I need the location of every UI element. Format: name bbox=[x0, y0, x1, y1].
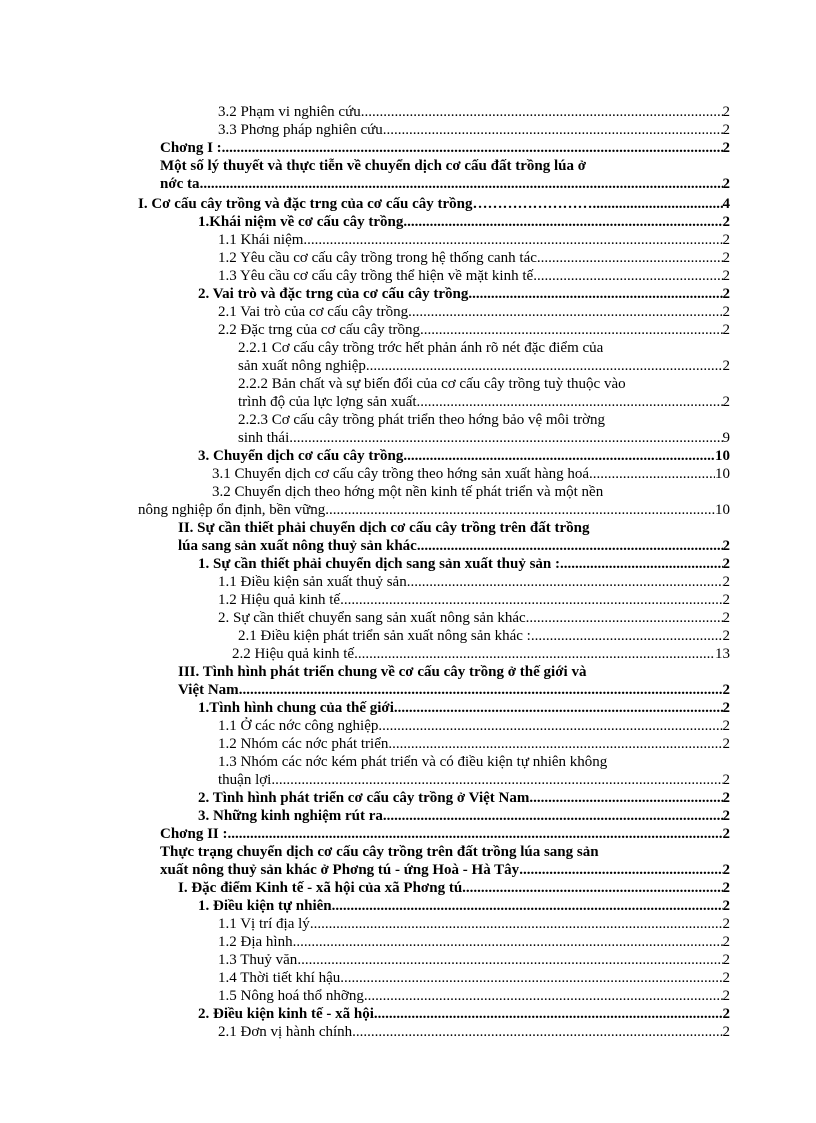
toc-page-number: 2 bbox=[722, 286, 730, 302]
toc-page-number: 2 bbox=[722, 556, 730, 572]
toc-entry-title: 3.1 Chuyển dịch cơ cấu cây trồng theo hớng sản xuất hàng hoá bbox=[212, 466, 590, 482]
toc-page-number: 2 bbox=[722, 628, 730, 644]
toc-entry-title: 2.2 Hiệu quả kinh tế bbox=[232, 646, 355, 662]
toc-entry-title-continued: sản xuất nông nghiệp bbox=[238, 358, 366, 374]
toc-leader-dots bbox=[417, 537, 723, 555]
toc-entry[interactable] bbox=[218, 573, 730, 591]
toc-leader-dots bbox=[388, 735, 722, 753]
toc-entry-title: 1. Điều kiện tự nhiên bbox=[198, 898, 332, 914]
toc-entry-title: Chơng II : bbox=[160, 826, 228, 842]
toc-page-number: 10 bbox=[715, 448, 730, 464]
toc-leader-dots bbox=[403, 213, 722, 231]
toc-entry-title: 2.2.3 Cơ cấu cây trồng phát triển theo hớng bảo vệ môi trờng bbox=[238, 412, 606, 428]
toc-entry-title: 2. Sự cần thiết chuyển sang sản xuất nông sản khác bbox=[218, 610, 526, 626]
toc-leader-dots bbox=[293, 933, 723, 951]
toc-leader-dots bbox=[526, 609, 723, 627]
toc-entry-title: 2. Điều kiện kinh tế - xã hội bbox=[198, 1006, 374, 1022]
toc-leader-dots bbox=[462, 879, 722, 897]
toc-entry[interactable] bbox=[212, 465, 730, 483]
toc-leader-dots bbox=[374, 1005, 723, 1023]
toc-entry[interactable] bbox=[218, 969, 730, 987]
toc-leader-dots bbox=[417, 393, 723, 411]
toc-page-number: 2 bbox=[722, 898, 730, 914]
toc-entry-title: 1.2 Yêu cầu cơ cấu cây trồng trong hệ thống canh tác bbox=[218, 250, 537, 266]
toc-leader-dots bbox=[537, 249, 723, 267]
toc-leader-dots bbox=[366, 357, 723, 375]
toc-page-number: 2 bbox=[722, 862, 730, 878]
toc-leader-dots bbox=[354, 645, 715, 663]
toc-leader-dots bbox=[589, 465, 715, 483]
toc-entry-title: 2.2.1 Cơ cấu cây trồng trớc hết phản ánh rõ nét đặc điểm của bbox=[238, 340, 604, 356]
toc-page-number: 2 bbox=[722, 214, 730, 230]
toc-page-number: 2 bbox=[722, 104, 730, 120]
toc-page-number: 9 bbox=[722, 430, 730, 446]
toc-entry[interactable] bbox=[218, 951, 730, 969]
toc-page-number: 2 bbox=[722, 952, 730, 968]
toc-leader-dots bbox=[407, 573, 723, 591]
toc-entry[interactable] bbox=[218, 231, 730, 249]
toc-page-number: 10 bbox=[715, 502, 730, 518]
toc-entry-title: 2.1 Điều kiện phát triển sản xuất nông sản khác : bbox=[238, 628, 531, 644]
toc-entry[interactable] bbox=[138, 195, 730, 213]
toc-entry[interactable] bbox=[198, 789, 730, 807]
toc-entry[interactable] bbox=[218, 249, 730, 267]
toc-entry-title: II. Sự cần thiết phải chuyển dịch cơ cấu cây trồng trên đất trồng bbox=[178, 520, 590, 536]
toc-page-number: 2 bbox=[722, 808, 730, 824]
toc-entry[interactable] bbox=[160, 139, 730, 157]
toc-entry-title-continued: xuất nông thuỷ sản khác ở Phơng tú - ứng Hoà - Hà Tây bbox=[160, 862, 520, 878]
toc-entry-title: 1.1 Ở các nớc công nghiệp bbox=[218, 718, 379, 734]
toc-leader-dots bbox=[408, 303, 722, 321]
toc-entry-title: Chơng I : bbox=[160, 140, 222, 156]
toc-page-number: 2 bbox=[722, 322, 730, 338]
toc-page-number: 2 bbox=[722, 880, 730, 896]
toc-leader-dots bbox=[310, 915, 723, 933]
toc-page-number: 2 bbox=[722, 268, 730, 284]
toc-page-number: 2 bbox=[722, 934, 730, 950]
toc-page-number: 2 bbox=[722, 790, 730, 806]
toc-entry[interactable] bbox=[238, 375, 730, 411]
toc-entry[interactable] bbox=[198, 897, 730, 915]
toc-entry-title: 1.1 Điều kiện sản xuất thuỷ sản bbox=[218, 574, 407, 590]
toc-entry[interactable] bbox=[218, 103, 730, 121]
toc-leader-dots bbox=[383, 121, 723, 139]
toc-entry[interactable] bbox=[218, 753, 730, 789]
toc-leader-dots bbox=[420, 321, 722, 339]
toc-page-number: 2 bbox=[722, 574, 730, 590]
toc-entry-title: 3.3 Phơng pháp nghiên cứu bbox=[218, 122, 383, 138]
toc-entry-title-continued: lúa sang sản xuất nông thuỷ sản khác bbox=[178, 538, 417, 554]
toc-leader-dots bbox=[303, 231, 722, 249]
toc-entry[interactable] bbox=[160, 825, 730, 843]
toc-page-number: 2 bbox=[722, 772, 730, 788]
toc-page-number: 2 bbox=[722, 1006, 730, 1022]
toc-entry[interactable] bbox=[218, 609, 730, 627]
toc-leader-dots bbox=[228, 825, 723, 843]
toc-entry-title: Một số lý thuyết và thực tiễn về chuyển dịch cơ cấu đất trồng lúa ở bbox=[160, 158, 587, 174]
toc-page-number: 2 bbox=[722, 610, 730, 626]
toc-entry[interactable] bbox=[138, 483, 730, 519]
toc-entry[interactable] bbox=[218, 915, 730, 933]
toc-leader-dots bbox=[222, 139, 723, 157]
toc-entry-title: 1.1 Khái niệm bbox=[218, 232, 304, 248]
toc-entry-title-continued: thuận lợi bbox=[218, 772, 272, 788]
toc-page-number: 13 bbox=[715, 646, 730, 662]
toc-leader-dots bbox=[325, 501, 715, 519]
toc-entry[interactable] bbox=[218, 121, 730, 139]
toc-page-number: 2 bbox=[722, 122, 730, 138]
toc-entry[interactable] bbox=[238, 339, 730, 375]
toc-page-number: 2 bbox=[722, 592, 730, 608]
toc-leader-dots bbox=[531, 627, 723, 645]
toc-entry-title: 2. Vai trò và đặc trng của cơ cấu cây trồng bbox=[198, 286, 469, 302]
toc-entry-title: 1.Tình hình chung của thế giới bbox=[198, 700, 394, 716]
toc-entry-title: I. Đặc điểm Kinh tế - xã hội của xã Phơng tú bbox=[178, 880, 463, 896]
toc-leader-dots bbox=[340, 969, 722, 987]
toc-page-number: 2 bbox=[722, 232, 730, 248]
toc-page-number: 2 bbox=[722, 304, 730, 320]
toc-leader-dots bbox=[271, 771, 722, 789]
toc-page-number: 10 bbox=[715, 466, 730, 482]
toc-entry-title: 2.1 Vai trò của cơ cấu cây trồng bbox=[218, 304, 409, 320]
toc-entry[interactable] bbox=[218, 321, 730, 339]
toc-entry-title: 2.1 Đơn vị hành chính bbox=[218, 1024, 353, 1040]
toc-entry[interactable] bbox=[198, 1005, 730, 1023]
toc-leader-dots bbox=[239, 681, 723, 699]
toc-page-number: 4 bbox=[722, 196, 730, 212]
toc-leader-dots bbox=[533, 267, 722, 285]
toc-entry-title: 1.3 Yêu cầu cơ cấu cây trồng thể hiện về mặt kinh tế bbox=[218, 268, 534, 284]
toc-entry[interactable] bbox=[238, 411, 730, 447]
toc-entry-title-continued: nông nghiệp ổn định, bền vững bbox=[138, 502, 326, 518]
toc-page-number: 2 bbox=[722, 718, 730, 734]
toc-page-number: 2 bbox=[722, 394, 730, 410]
toc-entry-title: 3. Những kinh nghiệm rút ra bbox=[198, 808, 383, 824]
toc-leader-dots bbox=[560, 555, 722, 573]
toc-entry-title-continued: Việt Nam bbox=[178, 682, 239, 698]
toc-page-number: 2 bbox=[722, 140, 730, 156]
toc-entry-title: 3.2 Phạm vi nghiên cứu bbox=[218, 104, 361, 120]
toc-leader-dots bbox=[364, 987, 723, 1005]
toc-leader-dots bbox=[593, 195, 723, 213]
toc-entry-title: 1.1 Vị trí địa lý bbox=[218, 916, 310, 932]
toc-page-number: 2 bbox=[722, 358, 730, 374]
toc-page-number: 2 bbox=[722, 538, 730, 554]
toc-leader-dots bbox=[394, 699, 723, 717]
toc-entry[interactable] bbox=[198, 213, 730, 231]
toc-page-number: 2 bbox=[722, 176, 730, 192]
toc-leader-dots bbox=[403, 447, 715, 465]
toc-entry[interactable] bbox=[198, 447, 730, 465]
toc-leader-dots bbox=[519, 861, 722, 879]
toc-entry-title: 2. Tình hình phát triển cơ cấu cây trồng ở Việt Nam bbox=[198, 790, 530, 806]
toc-entry[interactable] bbox=[218, 987, 730, 1005]
toc-leader-dots bbox=[297, 951, 722, 969]
toc-entry[interactable] bbox=[198, 285, 730, 303]
toc-leader-dots bbox=[332, 897, 723, 915]
toc-page-number: 2 bbox=[722, 250, 730, 266]
toc-leader-dots bbox=[383, 807, 723, 825]
toc-leader-dots bbox=[468, 285, 722, 303]
toc-entry-title: 1.5 Nông hoá thổ nhỡng bbox=[218, 988, 364, 1004]
toc-entry[interactable] bbox=[218, 267, 730, 285]
toc-entry-title: 1.2 Hiệu quả kinh tế bbox=[218, 592, 341, 608]
toc-page-number: 2 bbox=[722, 1024, 730, 1040]
toc-entry-title: 2.2.2 Bản chất và sự biến đổi của cơ cấu cây trồng tuỳ thuộc vào bbox=[238, 376, 626, 392]
toc-entry-title: 1.2 Địa hình bbox=[218, 934, 293, 950]
toc-entry[interactable] bbox=[218, 303, 730, 321]
toc-entry-title: 1.Khái niệm về cơ cấu cây trồng bbox=[198, 214, 404, 230]
toc-entry[interactable] bbox=[178, 879, 730, 897]
toc-entry[interactable] bbox=[232, 645, 730, 663]
toc-entry[interactable] bbox=[218, 735, 730, 753]
toc-entry-title: 1.3 Thuỷ văn bbox=[218, 952, 298, 968]
toc-entry-title: 3. Chuyển dịch cơ cấu cây trồng bbox=[198, 448, 404, 464]
toc-leader-dots bbox=[529, 789, 722, 807]
toc-entry[interactable] bbox=[218, 933, 730, 951]
toc-entry[interactable] bbox=[198, 807, 730, 825]
toc-entry[interactable] bbox=[238, 627, 730, 645]
toc-page-number: 2 bbox=[722, 988, 730, 1004]
toc-entry[interactable] bbox=[198, 699, 730, 717]
toc-leader-dots bbox=[340, 591, 722, 609]
toc-entry-title: Thực trạng chuyển dịch cơ cấu cây trồng trên đất trồng lúa sang sản bbox=[160, 844, 599, 860]
toc-entry-title: 1. Sự cần thiết phải chuyển dịch sang sản xuất thuỷ sản : bbox=[198, 556, 561, 572]
toc-leader-dots bbox=[200, 175, 723, 193]
toc-entry-title-continued: trình độ của lực lợng sản xuất bbox=[238, 394, 417, 410]
toc-entry[interactable] bbox=[218, 1023, 730, 1041]
toc-entry[interactable] bbox=[218, 591, 730, 609]
toc-entry-title: 1.4 Thời tiết khí hậu bbox=[218, 970, 341, 986]
toc-page-number: 2 bbox=[722, 970, 730, 986]
toc-page-number: 2 bbox=[722, 826, 730, 842]
toc-entry-title: 1.3 Nhóm các nớc kém phát triển và có điều kiện tự nhiên không bbox=[218, 754, 608, 770]
toc-entry-title: 3.2 Chuyển dịch theo hớng một nền kinh tế phát triển và một nền bbox=[212, 484, 604, 500]
toc-entry[interactable] bbox=[198, 555, 730, 573]
toc-leader-dots bbox=[361, 103, 723, 121]
toc-page-number: 2 bbox=[722, 736, 730, 752]
toc-entry-title: I. Cơ cấu cây trồng và đặc trng của cơ cấu cây trồng…………………… bbox=[138, 196, 593, 212]
toc-entry-title-continued: nớc ta bbox=[160, 176, 200, 192]
toc-leader-dots bbox=[352, 1023, 722, 1041]
toc-leader-dots bbox=[289, 429, 722, 447]
toc-entry[interactable] bbox=[178, 663, 730, 699]
toc-entry-title: 1.2 Nhóm các nớc phát triển bbox=[218, 736, 389, 752]
toc-entry[interactable] bbox=[160, 843, 730, 879]
toc-entry-title: III. Tình hình phát triển chung về cơ cấu cây trồng ở thế giới và bbox=[178, 664, 587, 680]
toc-entry[interactable] bbox=[178, 519, 730, 555]
toc-leader-dots bbox=[378, 717, 722, 735]
toc-page-number: 2 bbox=[722, 916, 730, 932]
toc-entry-title: 2.2 Đặc trng của cơ cấu cây trồng bbox=[218, 322, 421, 338]
toc-page-number: 2 bbox=[722, 682, 730, 698]
toc-entry[interactable] bbox=[160, 157, 730, 193]
toc-entry[interactable] bbox=[218, 717, 730, 735]
toc-page-number: 2 bbox=[722, 700, 730, 716]
toc-entry-title-continued: sinh thái bbox=[238, 430, 290, 446]
